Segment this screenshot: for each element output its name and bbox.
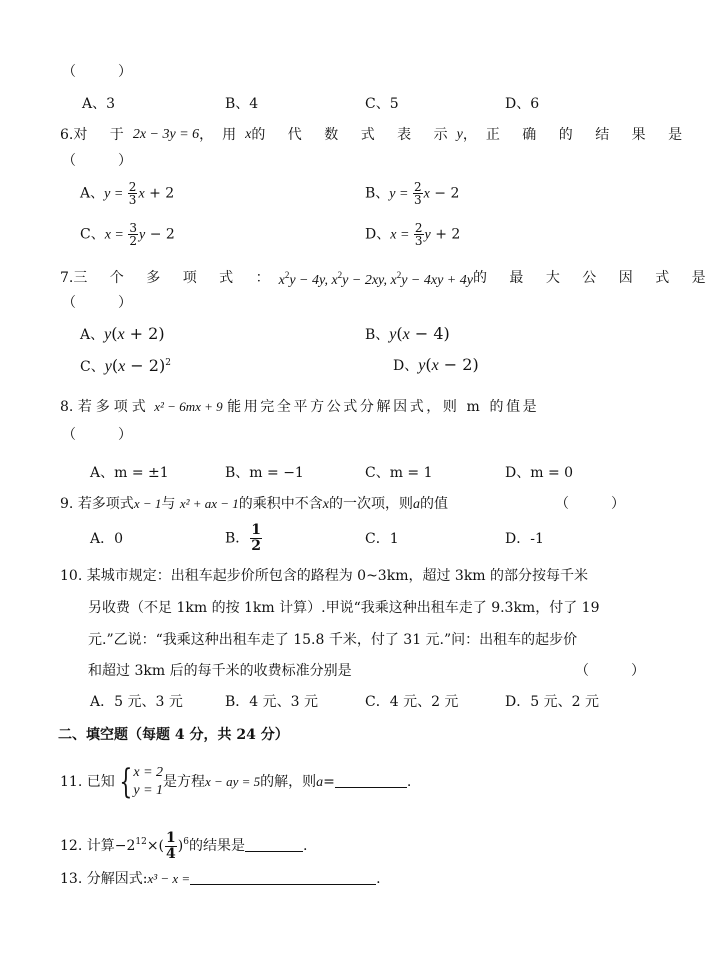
q5-answer-paren: （ ） bbox=[62, 64, 132, 80]
q7-option-b-label: B、 bbox=[365, 327, 390, 343]
q12-post: ) bbox=[177, 838, 184, 854]
q12-numerator: 1 bbox=[166, 829, 176, 846]
q11-mid: 是方程 bbox=[163, 774, 206, 790]
q7-option-a-label: A、 bbox=[80, 327, 105, 343]
q7-lead: 三 个 多 项 式 ： bbox=[73, 270, 279, 286]
q7-option-c-label: C、 bbox=[80, 359, 105, 375]
q8-expression: x² − 6mx + 9 bbox=[154, 399, 223, 414]
q9-var-x: x bbox=[322, 497, 330, 512]
q10-option-c: C．4 元、2 元 bbox=[365, 694, 459, 710]
q9-tail3: 的值 bbox=[420, 496, 449, 512]
q9-var-a: a bbox=[413, 497, 421, 512]
q7-answer-paren: （ ） bbox=[62, 295, 132, 311]
q6-var-y: y bbox=[456, 127, 463, 142]
q6-option-b: B、y = $\frac{2}{3}$ x − 2 bbox=[365, 180, 460, 207]
q10-line3: 元.”乙说：“我乘这种出租车走了 15.8 千米，付了 31 元.”问：出租车的起步价 bbox=[88, 632, 578, 648]
q12-exp2: 6 bbox=[183, 837, 189, 847]
q11-system-row1: x = 2 bbox=[133, 765, 164, 780]
q6-mid1: ，用 bbox=[199, 127, 246, 143]
q8-stem bbox=[60, 398, 539, 416]
q6-option-d-label: D、 bbox=[365, 226, 391, 243]
q7-option-c: C、$y(x - 2)^2$ bbox=[80, 356, 171, 375]
q13-end: . bbox=[376, 871, 381, 887]
q12-number: 12. bbox=[60, 838, 83, 854]
q10-line1: 10. 某城市规定：出租车起步价所包含的路程为 0~3km，超过 3km 的部分按每千米 bbox=[60, 568, 589, 584]
q6-option-b-label: B、 bbox=[365, 185, 390, 202]
q11-lead: 已知 bbox=[86, 774, 115, 790]
q9-tail2: 的一次项，则 bbox=[329, 496, 414, 512]
q8-option-a: A、m = ±1 bbox=[90, 465, 169, 481]
q12-stem bbox=[60, 822, 307, 866]
q9-option-b-denominator: 2 bbox=[251, 538, 262, 554]
q7-stem bbox=[60, 266, 715, 290]
q10-option-a: A．5 元、3 元 bbox=[90, 694, 183, 710]
q9-stem bbox=[60, 495, 448, 514]
q9-option-b-label: B． bbox=[225, 530, 250, 547]
q9-option-b bbox=[225, 523, 263, 554]
q5-option-b: B、4 bbox=[225, 96, 259, 112]
q6-var-x: x bbox=[245, 127, 252, 142]
q9-number: 9. bbox=[60, 496, 74, 512]
q9-answer-paren: （ ） bbox=[555, 496, 625, 512]
q11-var-a: a bbox=[316, 775, 324, 790]
q6-equation: 2x − 3y = 6 bbox=[132, 127, 200, 142]
q9-option-d: D．-1 bbox=[505, 531, 544, 547]
q11-equation: x − ay = 5 bbox=[205, 774, 261, 789]
q7-option-a: A、y(x + 2) bbox=[80, 324, 165, 343]
q5-option-a: A、3 bbox=[82, 96, 116, 112]
q6-mid2: 的 代 数 式 表 示 bbox=[251, 127, 457, 143]
q9-option-c: C．1 bbox=[365, 531, 399, 547]
q5-option-c: C、5 bbox=[365, 96, 399, 112]
q6-option-d: D、x = $\frac{2}{3}$ y + 2 bbox=[365, 221, 461, 248]
q11-end: . bbox=[406, 774, 412, 790]
q12-exp1: 12 bbox=[135, 837, 147, 847]
q10-answer-paren: （ ） bbox=[575, 663, 645, 679]
q7-tail: 的 最 大 公 因 式 是 bbox=[472, 270, 715, 286]
q8-answer-paren: （ ） bbox=[62, 427, 132, 443]
q6-stem bbox=[60, 126, 692, 144]
q6-option-c-label: C、 bbox=[80, 226, 105, 243]
q10-option-b: B．4 元、3 元 bbox=[225, 694, 319, 710]
q10-option-d: D．5 元、2 元 bbox=[505, 694, 599, 710]
q12-lead: 计算 bbox=[86, 838, 115, 854]
q6-lead: 对 于 bbox=[73, 127, 133, 143]
section-heading-fill-in: 二、填空题（每题 4 分，共 24 分） bbox=[58, 727, 289, 743]
q8-option-c: C、m = 1 bbox=[365, 465, 433, 481]
q8-number: 8. bbox=[60, 399, 74, 415]
q8-lead: 若多项式 bbox=[77, 399, 150, 415]
q9-tail1: 的乘积中不含 bbox=[238, 496, 323, 512]
q6-number: 6. bbox=[60, 127, 74, 143]
q7-option-d-label: D、 bbox=[393, 358, 419, 374]
q12-tail: 的结果是 bbox=[188, 838, 245, 854]
q8-option-d: D、m = 0 bbox=[505, 465, 574, 481]
q6-option-c: C、x = $\frac{3}{2}$ y − 2 bbox=[80, 221, 175, 248]
q10-line2: 另收费（不足 1km 的按 1km 计算）.甲说“我乘这种出租车走了 9.3km，付了 19 bbox=[88, 600, 600, 616]
q11-answer-blank[interactable] bbox=[335, 773, 407, 788]
q10-line4: 和超过 3km 后的每千米的收费标准分别是 bbox=[88, 663, 352, 679]
q6-option-a: A、y = $\frac{2}{3}$ x + 2 bbox=[80, 180, 175, 207]
q11-number: 11. bbox=[60, 774, 83, 790]
q9-poly1: x − 1 bbox=[133, 496, 162, 511]
q13-number: 13. bbox=[60, 871, 83, 887]
q9-poly2: x² + ax − 1 bbox=[179, 496, 239, 511]
q13-answer-blank[interactable] bbox=[190, 870, 376, 885]
q12-answer-blank[interactable] bbox=[245, 837, 303, 852]
q9-lead: 若多项式 bbox=[77, 496, 134, 512]
q9-option-a: A．0 bbox=[90, 531, 124, 547]
q7-polynomials: $x^2y - 4y$, $x^2y - 2xy$, $x^2y - 4xy + 4y$ bbox=[278, 270, 473, 288]
q5-option-d: D、6 bbox=[505, 96, 540, 112]
q6-option-a-label: A、 bbox=[80, 185, 105, 202]
q8-tail: 能用完全平方公式分解因式，则 m 的值是 bbox=[227, 399, 540, 415]
q11-eqsign: = bbox=[323, 774, 335, 790]
q9-mid: 与 bbox=[161, 496, 176, 512]
q12-end: . bbox=[302, 838, 308, 854]
q9-option-b-numerator: 1 bbox=[251, 522, 262, 538]
q7-number: 7. bbox=[60, 270, 74, 286]
q13-stem bbox=[60, 870, 381, 888]
q11-brace: { bbox=[119, 762, 133, 802]
q11-tail: 的解，则 bbox=[260, 774, 317, 790]
q6-answer-paren: （ ） bbox=[62, 153, 132, 169]
q7-option-d: D、y(x − 2) bbox=[393, 355, 479, 374]
q11-stem bbox=[60, 762, 411, 803]
q11-system-row2: y = 1 bbox=[133, 783, 164, 798]
q13-expression: x³ − x = bbox=[147, 871, 191, 886]
q7-option-b: B、y(x − 4) bbox=[365, 324, 450, 343]
q6-tail: ，正 确 的 结 果 是 bbox=[462, 127, 692, 143]
q8-option-b: B、m = −1 bbox=[225, 465, 304, 481]
q12-denominator: 4 bbox=[166, 845, 176, 862]
q13-lead: 分解因式: bbox=[86, 871, 148, 887]
q12-times: ×( bbox=[146, 838, 165, 854]
q12-pre: −2 bbox=[114, 838, 136, 854]
